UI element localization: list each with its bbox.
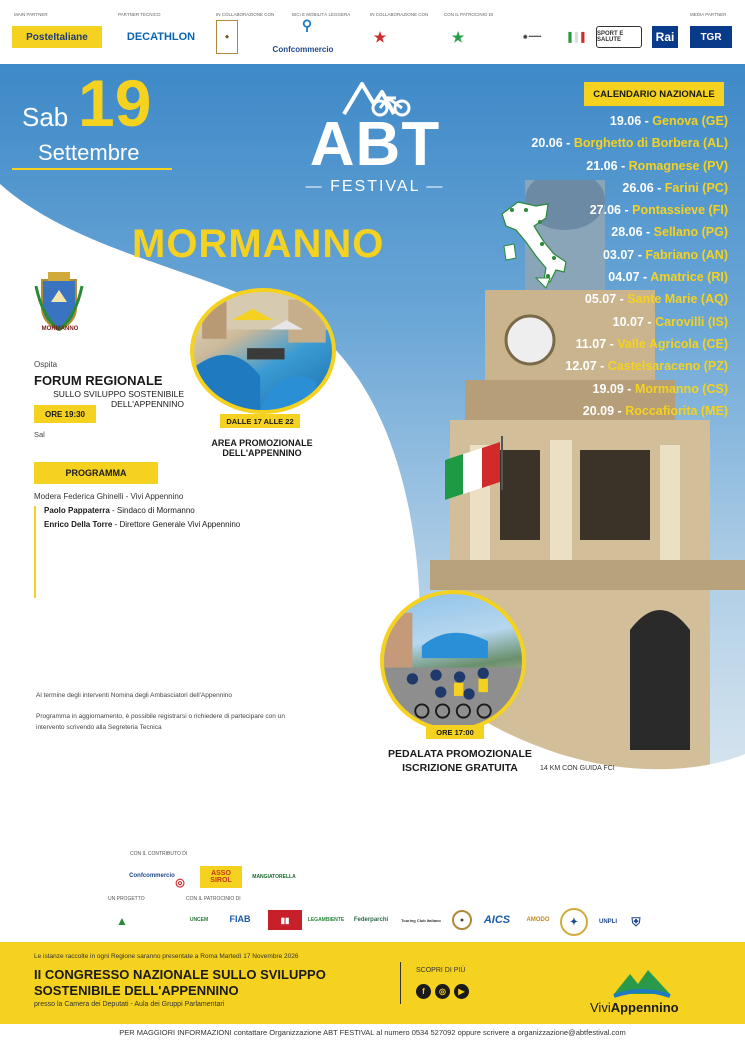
partner-logo: FIAB [229, 914, 251, 924]
sponsor-label: IN COLLABORAZIONE CON [216, 12, 275, 17]
youtube-icon[interactable]: ▶ [454, 984, 469, 999]
bike-ride-illustration [384, 594, 522, 728]
crest-label: MORMANNO [41, 326, 79, 332]
speaker-list [34, 506, 240, 598]
partner-logo-icon: ◎ [175, 876, 185, 889]
forum-ospita: Ospita [34, 360, 58, 369]
vivi-word: Vivi [590, 1000, 611, 1015]
decathlon-logo: DECATHLON [126, 31, 196, 43]
ride-title-line2: ISCRIZIONE GRATUITA [402, 761, 518, 774]
partner-logo: MANGIATORELLA [252, 874, 296, 880]
logo-abt: ABT [309, 110, 441, 179]
congress-title-line1: II CONGRESSO NAZIONALE SULLO SVILUPPO [34, 967, 326, 982]
event-city: MORMANNO [132, 222, 385, 266]
sport-salute-logo: SPORT E SALUTE [596, 26, 642, 48]
calendar-row [470, 404, 728, 426]
partner-logo: AICS [483, 914, 511, 926]
calendar-place: Genova (GE) [652, 114, 728, 128]
calendar-row [470, 359, 728, 381]
calendar-place: Mormanno (CS) [634, 381, 728, 396]
speaker-item [44, 506, 240, 515]
star-logo: ★ [451, 28, 465, 45]
ride-title [372, 748, 548, 775]
date-day-name: Sab [22, 102, 69, 132]
ride-title-line1: PEDALATA PROMOZIONALE [388, 748, 532, 760]
calendar-header: CALENDARIO NAZIONALE [584, 82, 724, 106]
star-logo: ★ [373, 28, 387, 45]
speaker-item [44, 520, 240, 529]
calendar-row [470, 114, 728, 136]
calendar-date: 03.07 - [602, 247, 642, 262]
calendar-row [470, 203, 728, 225]
abt-small-logo: ◆ [216, 20, 238, 54]
bike-ride-photo [380, 590, 526, 732]
logo-festival-text: FESTIVAL [330, 178, 420, 195]
calendar-row [470, 292, 728, 314]
partner-logo: ASSO SIROL [200, 866, 242, 888]
sponsor-label: IN COLLABORAZIONE CON [370, 12, 429, 17]
sponsor-label: BICI E MOBILITÀ LEGGERA [292, 12, 351, 17]
forum-sala: Sal [34, 430, 45, 439]
abt-festival-logo [290, 78, 460, 198]
partner-logo: LEGAMBIENTE [307, 917, 345, 923]
calendar-place: Romagnese (PV) [628, 158, 728, 173]
flag-icon: ▌ ▌ ▌ [568, 32, 588, 42]
shield-partner-icon: ⛨ [631, 914, 641, 929]
calendar-list [470, 114, 728, 426]
date-day: 19 [78, 66, 152, 140]
promo-area-photo [190, 288, 336, 414]
scopri-label: SCOPRI DI PIÙ [416, 967, 466, 974]
partner-logo: Confcommercio [129, 873, 175, 879]
partner-logo: UNPLI [599, 919, 617, 925]
program-notes [36, 690, 296, 733]
forum-subtitle: SULLO SVILUPPO SOSTENIBILE DELL'APPENNINO [53, 389, 184, 409]
vivi-appennino-logo-icon [612, 964, 672, 1000]
band-congress-title [34, 967, 326, 1000]
confcommercio-logo: Confcommercio [272, 44, 334, 54]
calendar-date: 19.06 - [609, 114, 649, 128]
ride-time-badge: ORE 17:00 [426, 725, 484, 739]
speaker-role: - Direttore Generale Vivi Appennino [112, 520, 241, 529]
calendar-row [470, 225, 728, 247]
calendar-place: Fabriano (AN) [645, 247, 728, 262]
calendar-place: Sellano (PG) [653, 225, 728, 240]
logo-festival: — FESTIVAL — [305, 178, 445, 195]
forum-time-badge: ORE 19:30 [34, 405, 96, 423]
calendar-row [470, 315, 728, 337]
area-time-badge: DALLE 17 ALLE 22 [220, 414, 300, 428]
tgr-logo: TGR [690, 26, 732, 48]
forum-title: FORUM REGIONALE [34, 373, 163, 388]
calendar-date: 28.06 - [611, 225, 651, 240]
band-istanze: Le istanze raccolte in ogni Regione saranno presentate a Roma Martedì 17 Novembre 2026 [34, 953, 299, 960]
sponsor-label: MAIN PARTNER [14, 12, 48, 17]
calendar-date: 04.07 - [608, 270, 648, 285]
patrocinio-label: CON IL PATROCINIO DI [186, 896, 241, 902]
ministero-logo: ◉ ━━━━ [523, 34, 541, 40]
progetto-label: UN PROGETTO [108, 896, 145, 902]
calendar-date: 20.09 - [582, 403, 622, 418]
calendar-row [470, 337, 728, 359]
calendar-place: Pontassieve (FI) [632, 203, 728, 218]
round-partner-icon: ● [452, 910, 472, 930]
calendar-place: Roccafiorita (ME) [625, 403, 728, 418]
ride-detail: 14 KM CON GUIDA FCI [540, 765, 615, 772]
area-title: AREA PROMOZIONALE DELL'APPENNINO [211, 438, 313, 459]
band-divider [400, 962, 401, 1004]
red-partner-icon: ▮▮ [268, 910, 302, 930]
note-text: Al termine degli interventi Nomina degli Ambasciatori dell'Appennino [36, 692, 232, 699]
calendar-date: 05.07 - [584, 292, 624, 307]
sponsor-bar [0, 0, 745, 64]
calendar-row [470, 136, 728, 158]
calendar-date: 26.06 - [622, 180, 662, 195]
calendar-date: 20.06 - [531, 136, 571, 151]
calendar-place: Amatrice (RI) [650, 270, 728, 285]
calendar-place: Valle Agricola (CE) [617, 336, 728, 351]
calendar-place: Castelsaraceno (PZ) [607, 359, 728, 374]
calendar-row [470, 159, 728, 181]
date-month: Settembre [38, 140, 140, 165]
calendar-date: 27.06 - [589, 203, 629, 218]
sponsor-label: MEDIA PARTNER [690, 12, 727, 17]
rai-logo: Rai [652, 26, 678, 48]
footer-info: PER MAGGIORI INFORMAZIONI contattare Organizzazione ABT FESTIVAL al numero 0534 527092 oppure scrivere a organizzazione@abtfestival.com [119, 1028, 626, 1037]
calendar-row [470, 270, 728, 292]
calendar-date: 19.09 - [592, 381, 632, 396]
calendar-place: Carovilli (IS) [655, 314, 728, 329]
calendar-date: 12.07 - [565, 359, 605, 374]
instagram-icon[interactable]: ◎ [435, 984, 450, 999]
programma-modera: Modera Federica Ghinelli - Vivi Appennino [34, 492, 184, 501]
calendar-row [470, 181, 728, 203]
programma-header: PROGRAMMA [34, 462, 158, 484]
sponsor-label: PARTNER TECNICO [118, 12, 161, 17]
congress-title-line2: SOSTENIBILE DELL'APPENNINO [34, 983, 239, 999]
date-underline [12, 168, 172, 170]
speaker-name: Paolo Pappaterra [44, 506, 110, 515]
speaker-name: Enrico Della Torre [44, 520, 113, 529]
partner-logo: UNCEM [189, 917, 209, 923]
lions-logo-icon: ✦ [560, 908, 588, 936]
calendar-place: Borghetto di Borbera (AL) [573, 136, 728, 151]
bike-icon: ⚲ [301, 16, 313, 33]
calendar-date: 11.07 - [575, 336, 614, 351]
partner-logo: AMODO [526, 917, 550, 923]
promo-area-illustration [194, 292, 332, 410]
note-text: Programma in aggiornamento, è possibile registrarsi o richiedere di partecipare con un intervento scrivendo alla Segreteria Tecnica [36, 713, 285, 732]
facebook-icon[interactable]: f [416, 984, 431, 999]
calendar-row [470, 248, 728, 270]
poste-logo: PosteItaliane [12, 26, 102, 48]
calendar-date: 21.06 - [586, 158, 626, 173]
band-presso: presso la Camera dei Deputati - Aula dei Gruppi Parlamentari [34, 1001, 225, 1008]
vivi-appennino-wordmark [590, 1000, 679, 1015]
appennino-word: Appennino [610, 1000, 679, 1015]
mountain-bike-icon [340, 78, 412, 118]
calendar-place: Farini (PC) [664, 180, 728, 195]
speaker-role: - Sindaco di Mormanno [109, 506, 195, 515]
calendar-row [470, 382, 728, 404]
contributo-label: CON IL CONTRIBUTO DI [130, 851, 188, 857]
calendar-place: Sante Marie (AQ) [627, 292, 728, 307]
sponsor-label: CON IL PATROCINIO DI [444, 12, 494, 17]
vivi-appennino-small-icon: ▲ [116, 914, 128, 928]
partner-logo: Touring Club Italiano [401, 917, 441, 923]
calendar-date: 10.07 - [612, 314, 652, 329]
partner-logo: Federparchi [353, 917, 389, 923]
